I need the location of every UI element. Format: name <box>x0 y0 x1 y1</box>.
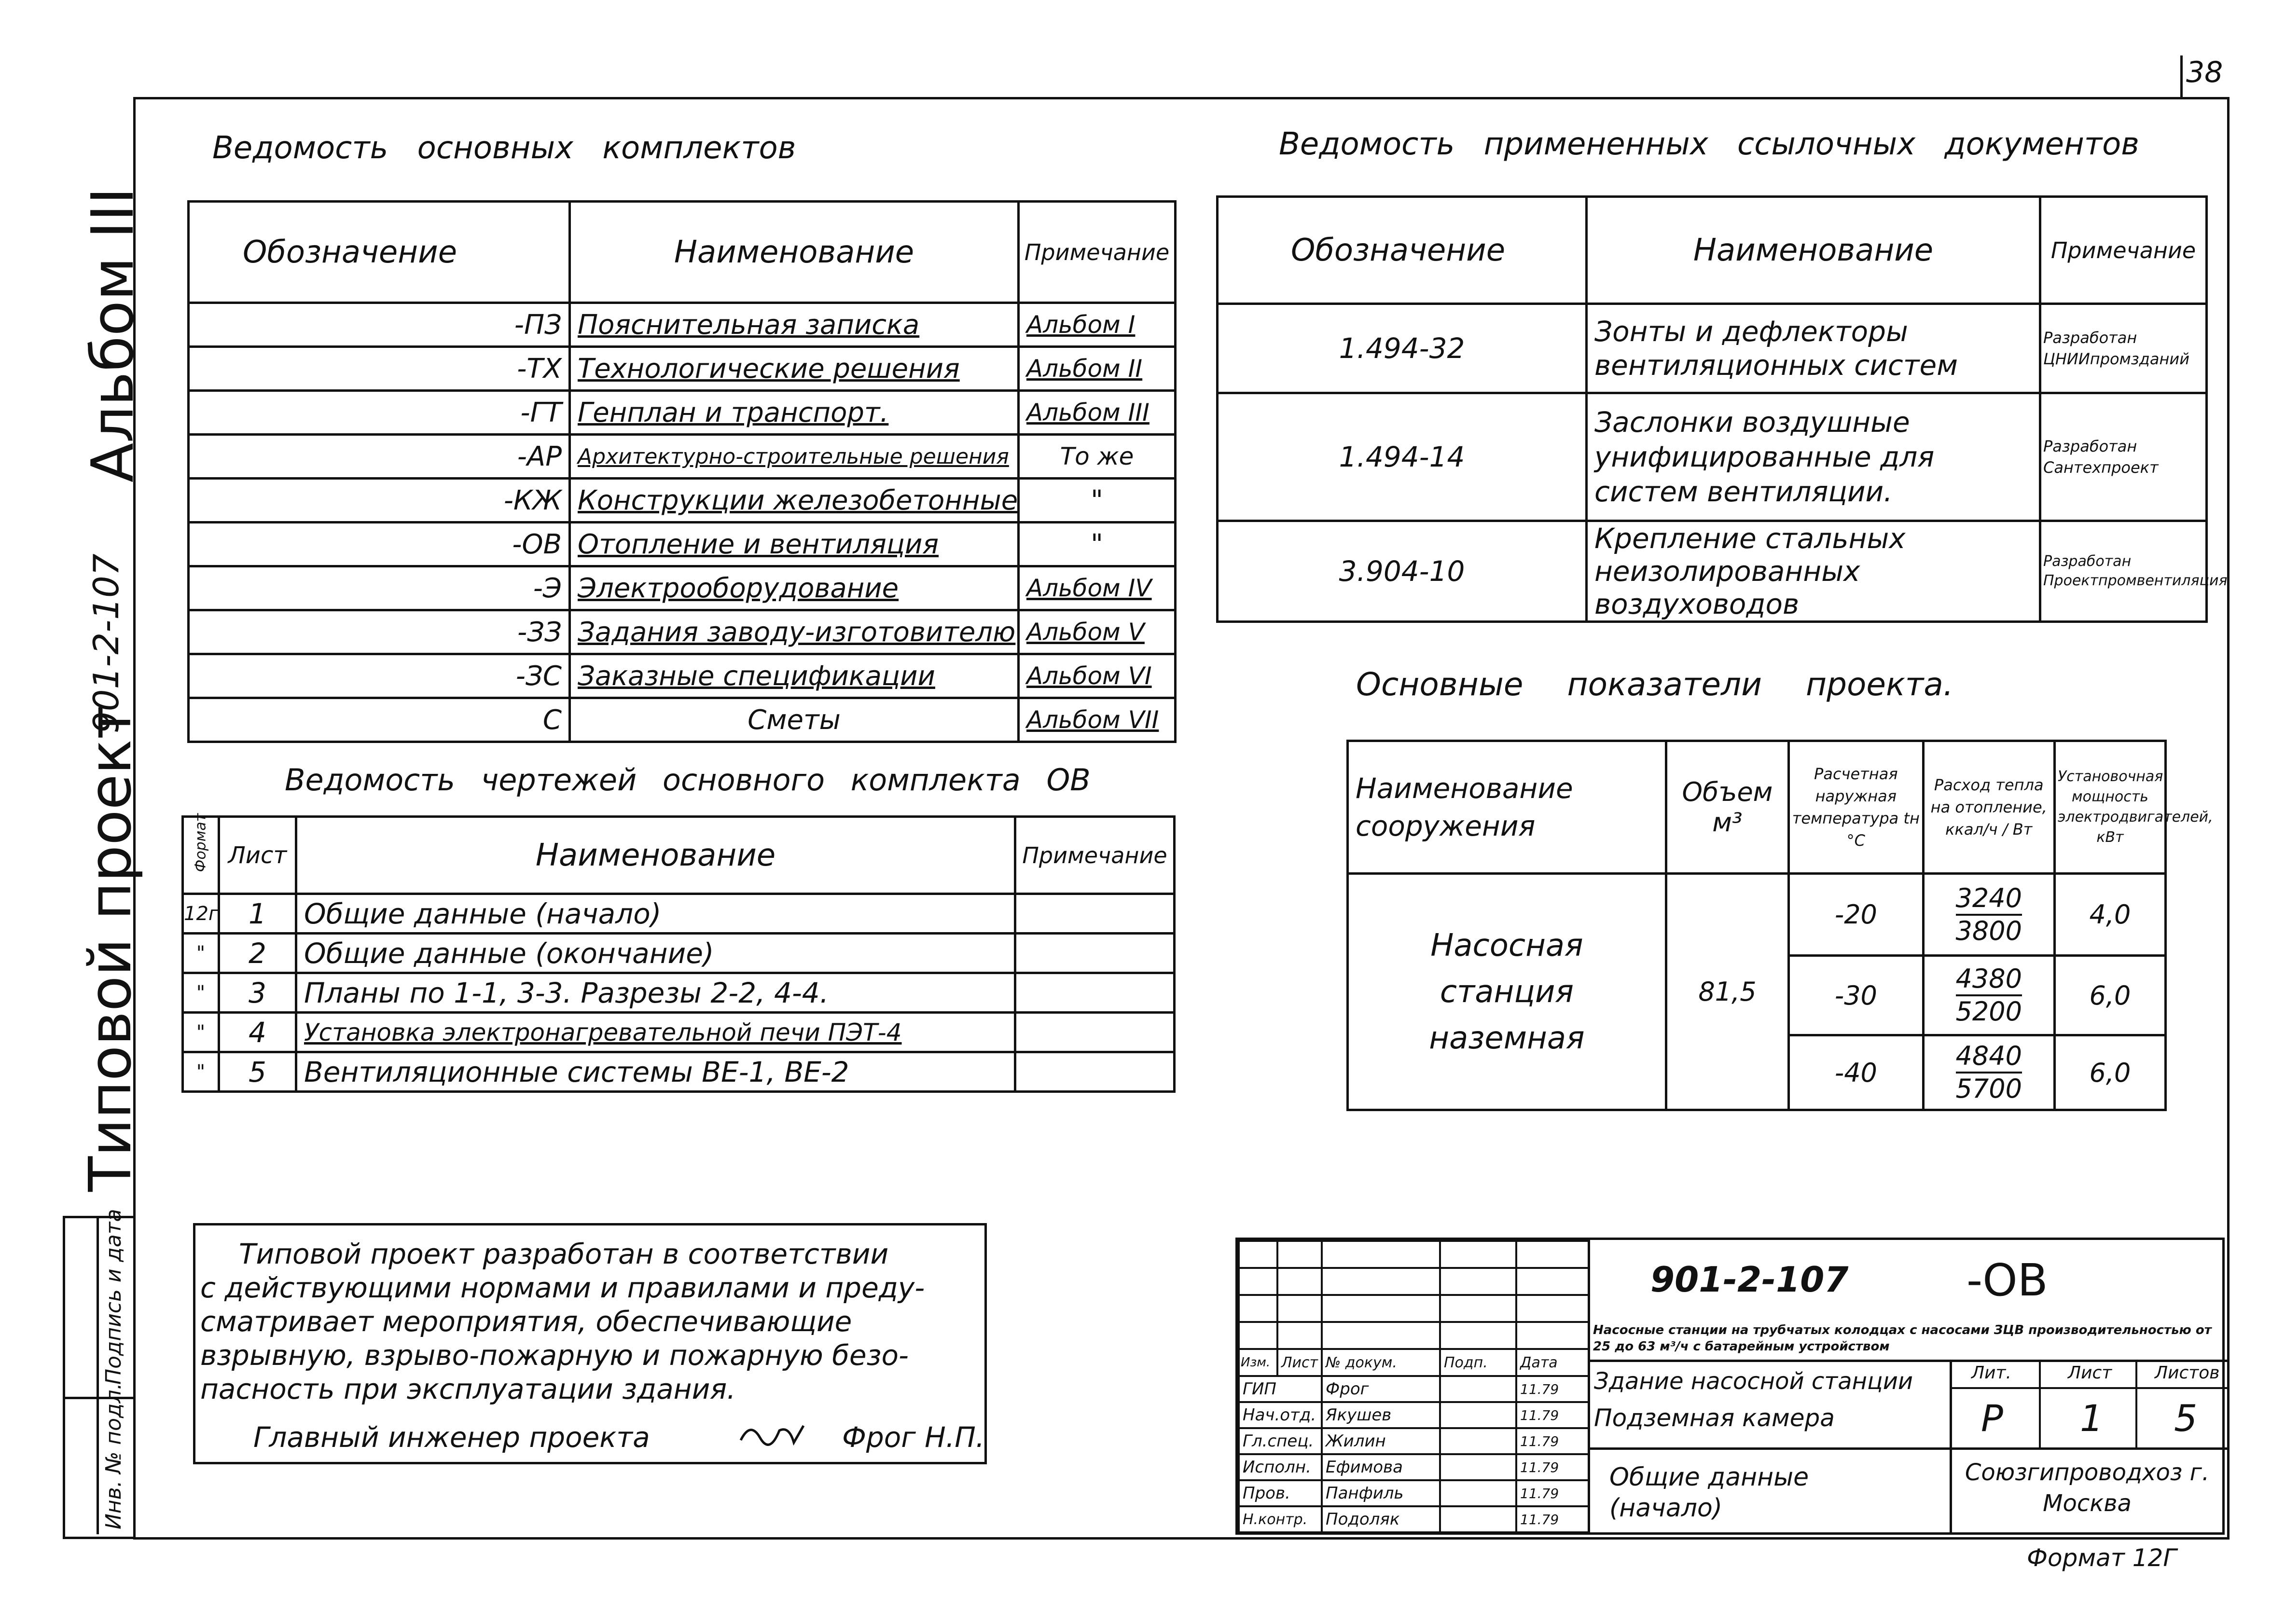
sheet-label: Лист <box>2068 1363 2112 1383</box>
drawing-sheet: 1 <box>219 894 296 934</box>
drawing-name: Планы по 1-1, 3-3. Разрезы 2-2, 4-4. <box>296 973 1015 1013</box>
indicator-temperature: -20 <box>1789 874 1923 956</box>
indicator-heat-kcal: 3240 <box>1956 883 2022 916</box>
staff-signature <box>1440 1376 1516 1402</box>
indicators-building: Насосная станция наземная <box>1348 874 1666 1110</box>
basic-set-note: Альбом IV <box>1019 566 1176 610</box>
indicators-table <box>1346 740 2213 1111</box>
stage-label: Лит. <box>1971 1363 2011 1383</box>
table-row <box>189 610 1176 654</box>
table-row <box>1218 521 2207 622</box>
basic-set-code: -ОВ <box>189 523 570 566</box>
drawings-header-format-text: Формат <box>192 813 209 872</box>
drawing-note <box>1015 973 1175 1013</box>
staff-date: 11.79 <box>1516 1376 1589 1402</box>
indicator-heat-kcal: 4380 <box>1956 963 2022 996</box>
chief-signature <box>736 1416 808 1455</box>
staff-row <box>1239 1480 1589 1506</box>
referenced-doc-code: 3.904-10 <box>1218 521 1587 622</box>
referenced-docs-table <box>1216 195 2228 623</box>
col-header-date: Дата <box>1516 1349 1589 1376</box>
staff-role: Исполн. <box>1239 1454 1322 1480</box>
title-sheet-title: Общие данные (начало) <box>1609 1463 1809 1523</box>
basic-set-name: Заказные спецификации <box>570 654 1019 698</box>
title-divider-vertical <box>1950 1360 1952 1532</box>
basic-set-name: Архитектурно-строительные решения <box>570 435 1019 479</box>
basic-set-name: Отопление и вентиляция <box>570 523 1019 566</box>
indicator-power: 6,0 <box>2054 1035 2165 1110</box>
basic-set-code: -Э <box>189 566 570 610</box>
staff-signature <box>1440 1454 1516 1480</box>
drawing-name: Установка электронагревательной печи ПЭТ-4 <box>296 1013 1015 1052</box>
staff-signature <box>1440 1480 1516 1506</box>
drawing-format: " <box>183 1013 219 1052</box>
indicator-heat <box>1923 1035 2054 1110</box>
drawing-note <box>1015 1013 1175 1052</box>
col-header-doc: № докум. <box>1322 1349 1440 1376</box>
staff-name: Ефимова <box>1322 1454 1440 1480</box>
col-header-sheet: Лист <box>1277 1349 1322 1376</box>
basic-set-name: Задания заводу-изготовителю <box>570 610 1019 654</box>
staff-role: Нач.отд. <box>1239 1402 1322 1428</box>
basic-sets-header-name: Наименование <box>570 202 1019 303</box>
staff-row <box>1239 1402 1589 1428</box>
chief-engineer-label: Главный инженер проекта <box>253 1421 650 1454</box>
basic-set-name: Сметы <box>570 698 1019 742</box>
indicator-power: 4,0 <box>2054 874 2165 956</box>
table-row <box>183 934 1175 973</box>
stage-divider-h <box>1950 1387 2227 1389</box>
signature-date-label: Подпись и дата <box>101 1209 126 1385</box>
organization: Союзгипроводхоз г. Москва <box>1965 1459 2210 1517</box>
referenced-header-note: Примечание <box>2040 197 2207 304</box>
staff-date: 11.79 <box>1516 1428 1589 1454</box>
indicator-heat <box>1923 956 2054 1035</box>
referenced-doc-code: 1.494-14 <box>1218 393 1587 521</box>
referenced-doc-name: Заслонки воздушные унифицированные для систем вентиляции. <box>1587 393 2040 521</box>
drawing-note <box>1015 934 1175 973</box>
drawing-name: Вентиляционные системы ВЕ-1, ВЕ-2 <box>296 1052 1015 1092</box>
staff-signature <box>1440 1506 1516 1532</box>
table-row <box>183 973 1175 1013</box>
stage-value: Р <box>1981 1397 2003 1440</box>
album-label: Альбом III <box>80 187 147 482</box>
col-header-sign: Подп. <box>1440 1349 1516 1376</box>
title-divider-1 <box>1590 1360 2227 1362</box>
basic-set-note: Альбом III <box>1019 391 1176 435</box>
compliance-line-1: Типовой проект разработан в соответствии <box>239 1238 889 1270</box>
basic-set-name: Электрооборудование <box>570 566 1019 610</box>
table-row <box>1348 874 2166 956</box>
staff-name: Подоляк <box>1322 1506 1440 1532</box>
compliance-line-5: пасность при эксплуатации здания. <box>200 1373 736 1405</box>
stage-divider-v2 <box>2135 1360 2137 1447</box>
drawing-sheet: 4 <box>219 1013 296 1052</box>
sheet-number-top: 38 <box>2186 55 2223 89</box>
compliance-line-3: сматривает мероприятия, обеспечивающие <box>200 1305 852 1338</box>
basic-set-code: -ЗС <box>189 654 570 698</box>
chief-engineer-name: Фрог Н.П. <box>842 1421 985 1454</box>
indicator-heat-watt: 5700 <box>1955 1073 2022 1104</box>
basic-set-note: Альбом V <box>1019 610 1176 654</box>
inventory-label: Инв. № подл. <box>101 1383 126 1529</box>
basic-set-code: -АР <box>189 435 570 479</box>
staff-signature <box>1440 1402 1516 1428</box>
project-type-label: Типовой проект <box>77 705 144 1192</box>
staff-role: Н.контр. <box>1239 1506 1322 1532</box>
staff-date: 11.79 <box>1516 1480 1589 1506</box>
compliance-line-4: взрывную, взрыво-пожарную и пожарную безо- <box>200 1339 909 1372</box>
staff-date: 11.79 <box>1516 1506 1589 1532</box>
staff-date: 11.79 <box>1516 1402 1589 1428</box>
basic-set-code: -КЖ <box>189 479 570 523</box>
drawing-format: " <box>183 934 219 973</box>
sheet-value: 1 <box>2080 1397 2104 1440</box>
table-row <box>189 435 1176 479</box>
title-block-col-headers <box>1239 1349 1589 1376</box>
compliance-box <box>193 1223 987 1464</box>
table-row <box>189 523 1176 566</box>
table-row <box>189 303 1176 347</box>
table-row <box>1218 393 2207 521</box>
table-row <box>183 894 1175 934</box>
title-block-right <box>1588 1240 2227 1532</box>
drawing-sheet: 2 <box>219 934 296 973</box>
table-row <box>189 479 1176 523</box>
title-description: Насосные станции на трубчатых колодцах с насосами ЗЦВ производительностью от 25 до 63 м³/ч с батарейным устройством <box>1593 1323 2212 1354</box>
referenced-doc-name: Зонты и дефлекторы вентиляционных систем <box>1587 304 2040 393</box>
drawing-format: " <box>183 973 219 1013</box>
referenced-docs-title: Ведомость примененных ссылочных документов <box>1279 126 2139 162</box>
indicators-header-temperature: Расчетная наружная температура tн °С <box>1789 741 1923 874</box>
drawing-format: " <box>183 1052 219 1092</box>
col-header-change: Изм. <box>1239 1349 1277 1376</box>
staff-name: Фрог <box>1322 1376 1440 1402</box>
indicator-power: 6,0 <box>2054 956 2165 1035</box>
referenced-header-name: Наименование <box>1587 197 2040 304</box>
table-row <box>183 1013 1175 1052</box>
drawings-header-note: Примечание <box>1015 817 1175 894</box>
table-row <box>189 347 1176 391</box>
basic-set-name: Технологические решения <box>570 347 1019 391</box>
indicators-header-heat: Расход тепла на отопление, ккал/ч / Вт <box>1923 741 2054 874</box>
indicator-heat-kcal: 4840 <box>1956 1041 2022 1073</box>
title-building: Здание насосной станции <box>1594 1368 1913 1395</box>
basic-set-code: С <box>189 698 570 742</box>
staff-role: ГИП <box>1239 1376 1322 1402</box>
basic-sets-header-designation: Обозначение <box>189 202 570 303</box>
basic-set-name: Конструкции железобетонные <box>570 479 1019 523</box>
indicators-header-power: Установочная мощность электродвигателей, кВт <box>2054 741 2165 874</box>
title-divider-2 <box>1590 1447 2227 1450</box>
basic-sets-title: Ведомость основных комплектов <box>212 130 796 166</box>
table-row <box>183 1052 1175 1092</box>
drawings-header-sheet: Лист <box>219 817 296 894</box>
drawing-name: Общие данные (начало) <box>296 894 1015 934</box>
staff-role: Гл.спец. <box>1239 1428 1322 1454</box>
basic-set-name: Генплан и транспорт. <box>570 391 1019 435</box>
drawing-sheet: 3 <box>219 973 296 1013</box>
basic-set-note: Альбом VI <box>1019 654 1176 698</box>
title-mark: -ОВ <box>1966 1254 2048 1306</box>
staff-name: Якушев <box>1322 1402 1440 1428</box>
indicator-temperature: -30 <box>1789 956 1923 1035</box>
referenced-header-designation: Обозначение <box>1218 197 1587 304</box>
basic-set-note: " <box>1019 523 1176 566</box>
indicators-header-building: Наименование сооружения <box>1348 741 1666 874</box>
format-label: Формат 12Г <box>2027 1544 2177 1572</box>
indicator-temperature: -40 <box>1789 1035 1923 1110</box>
basic-set-name: Пояснительная записка <box>570 303 1019 347</box>
stage-divider-v1 <box>2039 1360 2041 1447</box>
basic-sets-header-note: Примечание <box>1019 202 1176 303</box>
drawings-table <box>181 815 1176 1093</box>
indicator-heat <box>1923 874 2054 956</box>
drawing-note <box>1015 1052 1175 1092</box>
staff-row <box>1239 1376 1589 1402</box>
staff-date: 11.79 <box>1516 1454 1589 1480</box>
staff-row <box>1239 1428 1589 1454</box>
sheets-value: 5 <box>2174 1397 2198 1440</box>
drawing-format: 12г <box>183 894 219 934</box>
drawing-name: Общие данные (окончание) <box>296 934 1015 973</box>
staff-role: Пров. <box>1239 1480 1322 1506</box>
title-block-staff <box>1238 1375 1590 1533</box>
staff-name: Жилин <box>1322 1428 1440 1454</box>
table-row <box>189 566 1176 610</box>
referenced-doc-note: Разработан ЦНИИпромзданий <box>2040 304 2207 393</box>
table-row <box>189 391 1176 435</box>
basic-set-code: -ЗЗ <box>189 610 570 654</box>
title-block <box>1235 1238 2225 1535</box>
basic-set-code: -ГТ <box>189 391 570 435</box>
basic-set-code: -ТХ <box>189 347 570 391</box>
referenced-doc-note: Разработан Сантехпроект <box>2040 393 2207 521</box>
title-room: Подземная камера <box>1594 1404 1835 1432</box>
indicators-header-volume: Объем м³ <box>1666 741 1788 874</box>
indicator-heat-watt: 3800 <box>1955 915 2022 946</box>
basic-set-note: Альбом VII <box>1019 698 1176 742</box>
basic-set-note: Альбом II <box>1019 347 1176 391</box>
drawing-note <box>1015 894 1175 934</box>
indicator-heat-watt: 5200 <box>1955 996 2022 1027</box>
staff-row <box>1239 1506 1589 1532</box>
page-number-tick <box>2180 55 2183 99</box>
drawings-header-format <box>183 813 219 894</box>
table-row <box>1218 304 2207 393</box>
basic-set-note: То же <box>1019 435 1176 479</box>
table-row <box>189 698 1176 742</box>
indicators-title: Основные показатели проекта. <box>1356 666 1953 703</box>
title-code: 901-2-107 <box>1650 1259 1849 1300</box>
referenced-doc-code: 1.494-32 <box>1218 304 1587 393</box>
staff-name: Панфиль <box>1322 1480 1440 1506</box>
basic-sets-table <box>187 200 1177 743</box>
compliance-line-2: с действующими нормами и правилами и преду- <box>200 1271 925 1304</box>
sheets-label: Листов <box>2155 1363 2220 1383</box>
staff-row <box>1239 1454 1589 1480</box>
basic-set-note: " <box>1019 479 1176 523</box>
referenced-doc-note: Разработан Проектпромвентиляция <box>2040 521 2207 622</box>
drawing-sheet: 5 <box>219 1052 296 1092</box>
drawings-title: Ведомость чертежей основного комплекта ОВ <box>285 762 1091 798</box>
indicators-volume: 81,5 <box>1666 874 1788 1110</box>
basic-set-code: -ПЗ <box>189 303 570 347</box>
drawings-header-name: Наименование <box>296 817 1015 894</box>
table-row <box>189 654 1176 698</box>
series-code-vertical: 901-2-107 <box>86 553 126 733</box>
referenced-doc-name: Крепление стальных неизолированных воздуховодов <box>1587 521 2040 622</box>
title-block-grid <box>1238 1240 1590 1377</box>
staff-signature <box>1440 1428 1516 1454</box>
side-band-divider-1 <box>97 1216 99 1534</box>
basic-set-note: Альбом I <box>1019 303 1176 347</box>
